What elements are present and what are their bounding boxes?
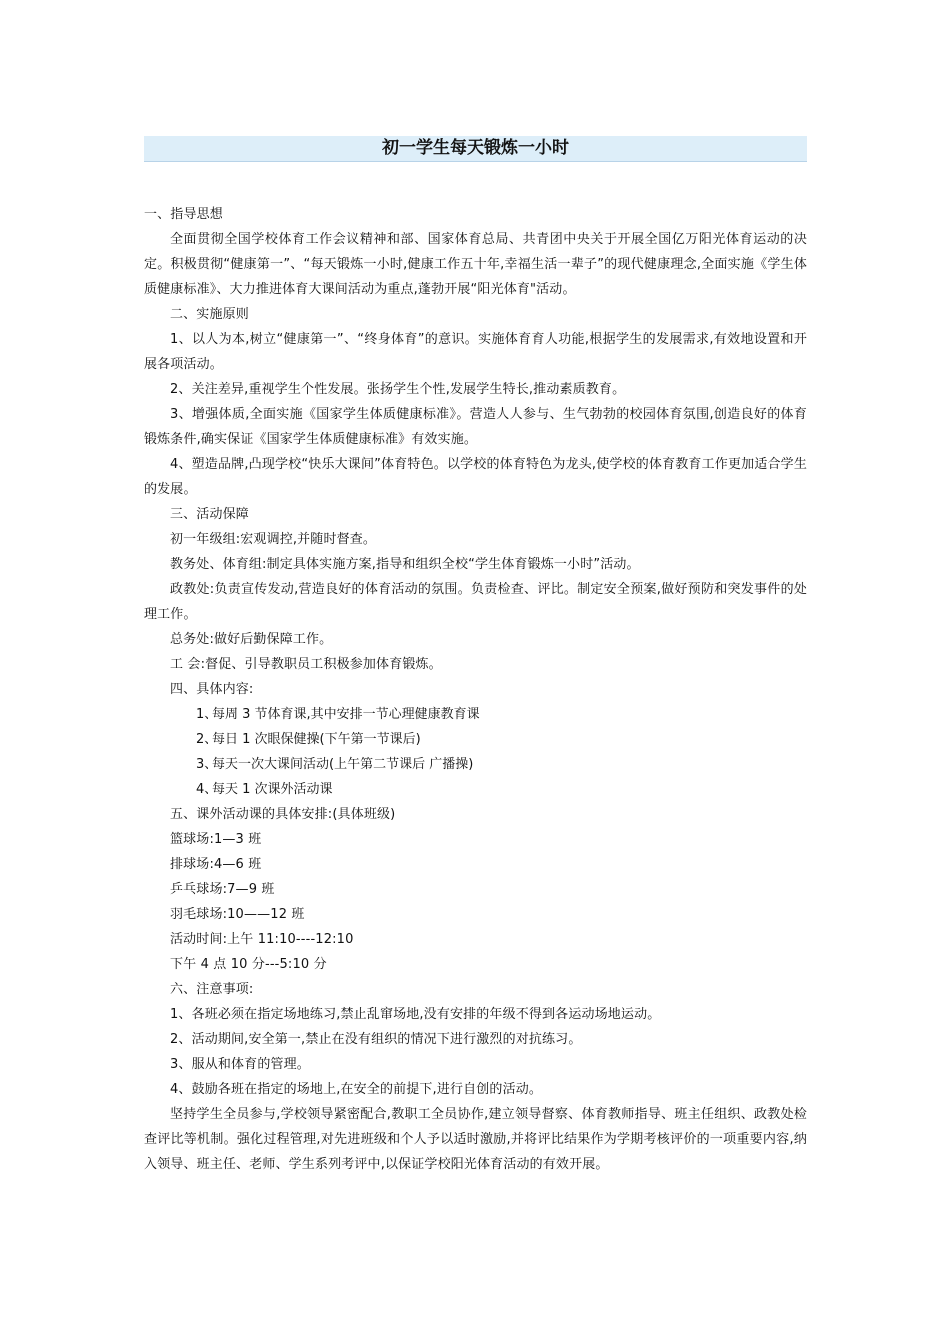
paragraph: 1、以人为本,树立“健康第一”、“终身体育”的意识。实施体育育人功能,根据学生的发展需求,有效地设置和开展各项活动。 [144, 332, 807, 372]
paragraph: 3、服从和体育的管理。 [170, 1057, 310, 1072]
paragraph: 下午 4 点 10 分---5:10 分 [170, 957, 327, 972]
paragraph: 乒乓球场:7—9 班 [170, 882, 275, 897]
paragraph: 工 会:督促、引导教职员工积极参加体育锻炼。 [170, 657, 442, 672]
list-item [144, 702, 807, 727]
section-heading: 三、活动保障 [170, 507, 249, 522]
paragraph: 全面贯彻全国学校体育工作会议精神和部、国家体育总局、共青团中央关于开展全国亿万阳光体育运动的决定。积极贯彻“健康第一”、“每天锻炼一小时,健康工作五十年,幸福生活一辈子”的现代健康理念,全面实施《学生体质健康标准》、大力推进体育大课间活动为重点,蓬勃开展“阳光体育"活动。 [144, 232, 807, 297]
list-item-number: 2、 [196, 732, 218, 747]
list-item-text: 每日 1 次眼保健操(下午第一节课后) [212, 732, 421, 747]
document-body [144, 202, 807, 1177]
list-item [144, 752, 807, 777]
list-item-number: 4、 [196, 782, 218, 797]
section-heading: 六、注意事项: [170, 982, 254, 997]
list-item-number: 3、 [196, 757, 218, 772]
list-item [144, 777, 807, 802]
title-bar [144, 136, 807, 162]
paragraph: 2、关注差异,重视学生个性发展。张扬学生个性,发展学生特长,推动素质教育。 [170, 382, 626, 397]
paragraph: 3、增强体质,全面实施《国家学生体质健康标准》。营造人人参与、生气勃勃的校园体育氛围,创造良好的体育锻炼条件,确实保证《国家学生体质健康标准》有效实施。 [144, 407, 807, 447]
section-heading: 二、实施原则 [170, 307, 249, 322]
paragraph: 4、鼓励各班在指定的场地上,在安全的前提下,进行自创的活动。 [170, 1082, 543, 1097]
section-heading: 五、课外活动课的具体安排:(具体班级) [170, 807, 396, 822]
paragraph: 总务处:做好后勤保障工作。 [170, 632, 333, 647]
paragraph: 活动时间:上午 11:10----12:10 [170, 932, 354, 947]
list-item-text: 每天一次大课间活动(上午第二节课后 广播操) [212, 757, 474, 772]
section-heading: 四、具体内容: [170, 682, 254, 697]
paragraph: 篮球场:1—3 班 [170, 832, 262, 847]
paragraph: 2、活动期间,安全第一,禁止在没有组织的情况下进行激烈的对抗练习。 [170, 1032, 582, 1047]
list-item [144, 727, 807, 752]
paragraph: 羽毛球场:10——12 班 [170, 907, 305, 922]
paragraph: 政教处:负责宣传发动,营造良好的体育活动的氛围。负责检查、评比。制定安全预案,做好预防和突发事件的处理工作。 [144, 582, 807, 622]
paragraph: 坚持学生全员参与,学校领导紧密配合,教职工全员协作,建立领导督察、体育教师指导、班主任组织、政教处检查评比等机制。强化过程管理,对先进班级和个人予以适时激励,并将评比结果作为学期考核评价的一项重要内容,纳入领导、班主任、老师、学生系列考评中,以保证学校阳光体育活动的有效开展。 [144, 1107, 807, 1172]
paragraph: 4、塑造品牌,凸现学校“快乐大课间”体育特色。以学校的体育特色为龙头,使学校的体育教育工作更加适合学生的发展。 [144, 457, 807, 497]
list-item-number: 1、 [196, 707, 218, 722]
list-item-text: 每周 3 节体育课,其中安排一节心理健康教育课 [212, 707, 480, 722]
list-item-text: 每天 1 次课外活动课 [212, 782, 333, 797]
paragraph: 初一年级组:宏观调控,并随时督查。 [170, 532, 377, 547]
section-heading: 一、指导思想 [144, 207, 223, 222]
paragraph: 排球场:4—6 班 [170, 857, 262, 872]
paragraph: 1、各班必须在指定场地练习,禁止乱窜场地,没有安排的年级不得到各运动场地运动。 [170, 1007, 661, 1022]
document-page [144, 136, 807, 1177]
paragraph: 教务处、体育组:制定具体实施方案,指导和组织全校“学生体育锻炼一小时”活动。 [170, 557, 640, 572]
document-title: 初一学生每天锻炼一小时 [382, 138, 569, 158]
